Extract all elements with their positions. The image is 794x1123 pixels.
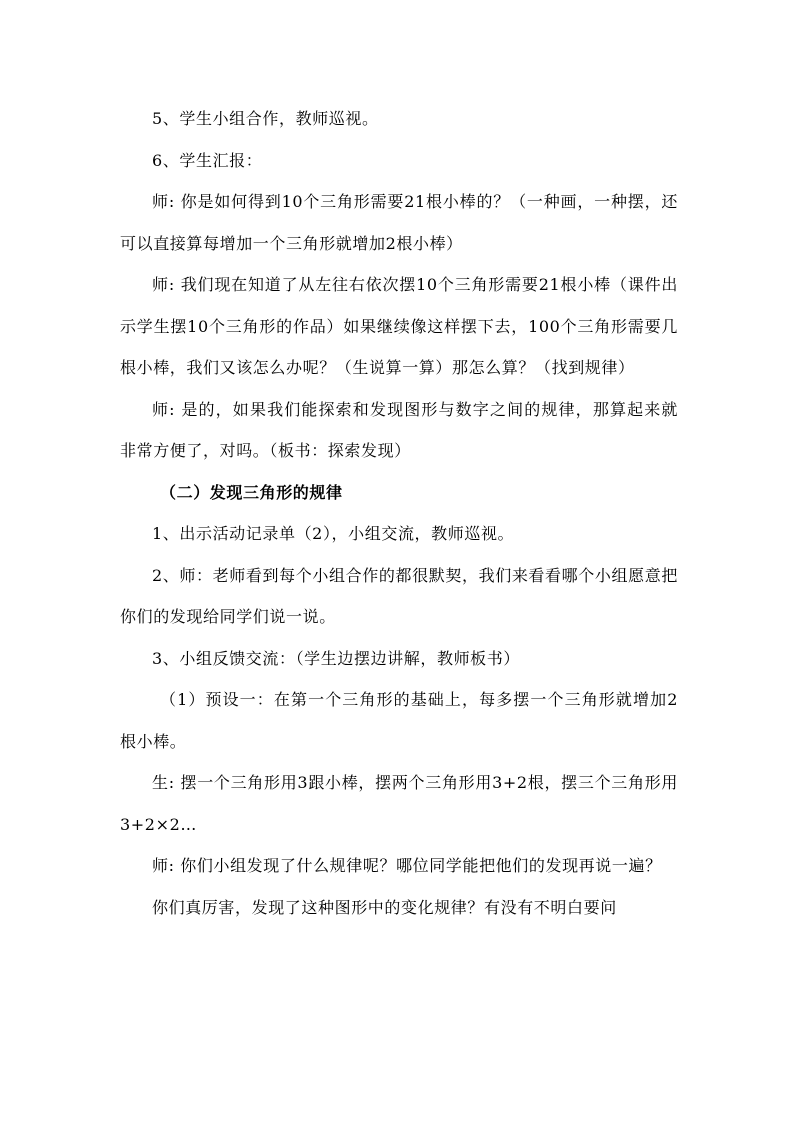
teacher-continue-paragraph: 师: 我们现在知道了从左往右依次摆10个三角形需要21根小棒（课件出示学生摆10个三角形的作品）如果继续像这样摆下去，100个三角形需要几根小棒，我们又该怎么办呢？（生说算一算）那怎么算？（找到规律） — [120, 275, 678, 377]
student-answer-paragraph: 生: 摆一个三角形用3跟小棒，摆两个三角形用3+2根，摆三个三角形用3+2×2… — [120, 773, 678, 834]
teacher-question-paragraph: 师: 你是如何得到10个三角形需要21根小棒的？（一种画，一种摆，还可以直接算每增加一个三角形就增加2根小棒） — [120, 192, 678, 253]
document-body — [120, 98, 678, 928]
preset-1-paragraph: （1）预设一：在第一个三角形的基础上，每多摆一个三角形就增加2根小棒。 — [120, 690, 678, 751]
closing-paragraph: 你们真厉害，发现了这种图形中的变化规律？有没有不明白要问 — [152, 897, 617, 917]
step-5-paragraph: 5、学生小组合作，教师巡视。 — [152, 109, 379, 128]
activity-3-paragraph: 3、小组反馈交流：（学生边摆边讲解，教师板书） — [152, 648, 520, 668]
activity-2-paragraph: 2、师：老师看到每个小组合作的都很默契，我们来看看哪个小组愿意把你们的发现给同学们说一说。 — [120, 565, 678, 626]
section-heading: （二）发现三角形的规律 — [160, 482, 343, 502]
activity-1-paragraph: 1、出示活动记录单（2），小组交流，教师巡视。 — [152, 524, 515, 543]
teacher-followup-paragraph: 师: 你们小组发现了什么规律呢？哪位同学能把他们的发现再说一遍？ — [152, 856, 662, 875]
step-6-paragraph: 6、学生汇报： — [152, 150, 263, 170]
teacher-summary-paragraph: 师: 是的，如果我们能探索和发现图形与数字之间的规律，那算起来就非常方便了，对吗。（板书：探索发现） — [120, 399, 678, 460]
